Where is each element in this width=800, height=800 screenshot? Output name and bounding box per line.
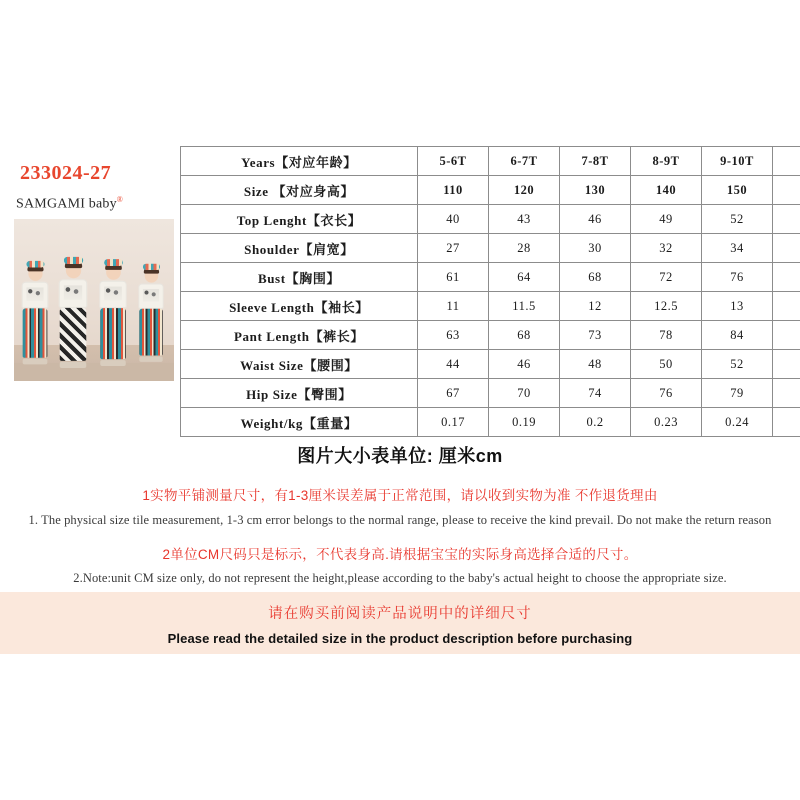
row-label: Pant Length【裤长】 <box>181 321 418 350</box>
cell-value: 34 <box>702 234 773 263</box>
cell-value: 52 <box>702 350 773 379</box>
cell-value: 120 <box>489 176 560 205</box>
banner-text-en: Please read the detailed size in the product description before purchasing <box>167 631 633 646</box>
table-row <box>181 350 800 379</box>
row-label: Shoulder【肩宽】 <box>181 234 418 263</box>
table-row <box>181 234 800 263</box>
cell-value: 72 <box>631 263 702 292</box>
cell-empty <box>773 176 800 205</box>
cell-value: 9-10T <box>702 147 773 176</box>
cell-value: 68 <box>560 263 631 292</box>
cell-empty <box>773 147 800 176</box>
cell-empty <box>773 263 800 292</box>
cell-value: 0.19 <box>489 408 560 437</box>
cell-value: 27 <box>418 234 489 263</box>
cell-value: 5-6T <box>418 147 489 176</box>
brand-name <box>8 195 180 219</box>
cell-value: 76 <box>631 379 702 408</box>
model-figure <box>21 266 50 364</box>
cell-value: 52 <box>702 205 773 234</box>
cell-value: 140 <box>631 176 702 205</box>
table-row <box>181 205 800 234</box>
cell-value: 7-8T <box>560 147 631 176</box>
brand-label: SAMGAMI baby <box>16 196 117 212</box>
cell-value: 43 <box>489 205 560 234</box>
cell-value: 110 <box>418 176 489 205</box>
cell-value: 6-7T <box>489 147 560 176</box>
row-label: Top Lenght【衣长】 <box>181 205 418 234</box>
table-row <box>181 379 800 408</box>
cell-value: 49 <box>631 205 702 234</box>
cell-empty <box>773 234 800 263</box>
cell-value: 63 <box>418 321 489 350</box>
row-label: Waist Size【腰围】 <box>181 350 418 379</box>
purchase-notice-banner <box>0 592 800 654</box>
cell-value: 12 <box>560 292 631 321</box>
cell-value: 76 <box>702 263 773 292</box>
row-label: Years【对应年龄】 <box>181 147 418 176</box>
cell-value: 30 <box>560 234 631 263</box>
cell-value: 48 <box>560 350 631 379</box>
cell-value: 74 <box>560 379 631 408</box>
cell-empty <box>773 408 800 437</box>
cell-value: 40 <box>418 205 489 234</box>
row-label: Sleeve Length【袖长】 <box>181 292 418 321</box>
cell-value: 11.5 <box>489 292 560 321</box>
cell-value: 73 <box>560 321 631 350</box>
cell-value: 44 <box>418 350 489 379</box>
cell-value: 28 <box>489 234 560 263</box>
cell-value: 70 <box>489 379 560 408</box>
cell-value: 46 <box>489 350 560 379</box>
cell-value: 64 <box>489 263 560 292</box>
cell-empty <box>773 350 800 379</box>
cell-value: 150 <box>702 176 773 205</box>
cell-value: 0.17 <box>418 408 489 437</box>
unit-note: 图片大小表单位: 厘米cm <box>297 446 503 466</box>
banner-text-cn: 请在购买前阅读产品说明中的详细尺寸 <box>268 606 532 622</box>
model-figure <box>138 269 165 362</box>
row-label: Size 【对应身高】 <box>181 176 418 205</box>
note-en-2: 2.Note:unit CM size only, do not represent the height,please according to the baby's actual height to choose the appropriate size. <box>73 571 727 585</box>
cell-value: 46 <box>560 205 631 234</box>
cell-value: 8-9T <box>631 147 702 176</box>
top-section <box>8 146 792 437</box>
note-cn-1: 1实物平铺测量尺寸，有1-3厘米误差属于正常范围，请以收到实物为准 不作退货理由 <box>142 488 658 503</box>
cell-empty <box>773 205 800 234</box>
cell-empty <box>773 321 800 350</box>
cell-value: 79 <box>702 379 773 408</box>
cell-empty <box>773 292 800 321</box>
cell-value: 84 <box>702 321 773 350</box>
table-row <box>181 263 800 292</box>
cell-value: 0.24 <box>702 408 773 437</box>
cell-value: 0.23 <box>631 408 702 437</box>
cell-value: 130 <box>560 176 631 205</box>
cell-value: 78 <box>631 321 702 350</box>
cell-value: 50 <box>631 350 702 379</box>
photo-base <box>14 363 174 381</box>
cell-value: 11 <box>418 292 489 321</box>
table-row <box>181 176 800 205</box>
size-table-wrap <box>180 146 800 437</box>
product-panel <box>8 146 180 381</box>
cell-value: 68 <box>489 321 560 350</box>
row-label: Bust【胸围】 <box>181 263 418 292</box>
cell-value: 67 <box>418 379 489 408</box>
row-label: Weight/kg【重量】 <box>181 408 418 437</box>
cell-value: 61 <box>418 263 489 292</box>
product-photo <box>14 219 174 381</box>
registered-mark-icon: ® <box>116 195 124 204</box>
sku-code: 233024-27 <box>20 162 112 184</box>
cell-value: 12.5 <box>631 292 702 321</box>
cell-value: 0.2 <box>560 408 631 437</box>
size-table <box>180 146 800 437</box>
note-en-1: 1. The physical size tile measurement, 1-3 cm error belongs to the normal range, please to receive the kind prevail. Do not make the return reason <box>28 513 772 527</box>
table-row <box>181 408 800 437</box>
table-row <box>181 292 800 321</box>
model-figure <box>58 263 89 368</box>
row-label: Hip Size【臀围】 <box>181 379 418 408</box>
table-row <box>181 147 800 176</box>
note-cn-2: 2单位CM尺码只是标示，不代表身高.请根据宝宝的实际身高选择合适的尺寸。 <box>162 547 638 562</box>
cell-value: 32 <box>631 234 702 263</box>
model-figure <box>98 265 127 366</box>
cell-empty <box>773 379 800 408</box>
cell-value: 13 <box>702 292 773 321</box>
table-row <box>181 321 800 350</box>
